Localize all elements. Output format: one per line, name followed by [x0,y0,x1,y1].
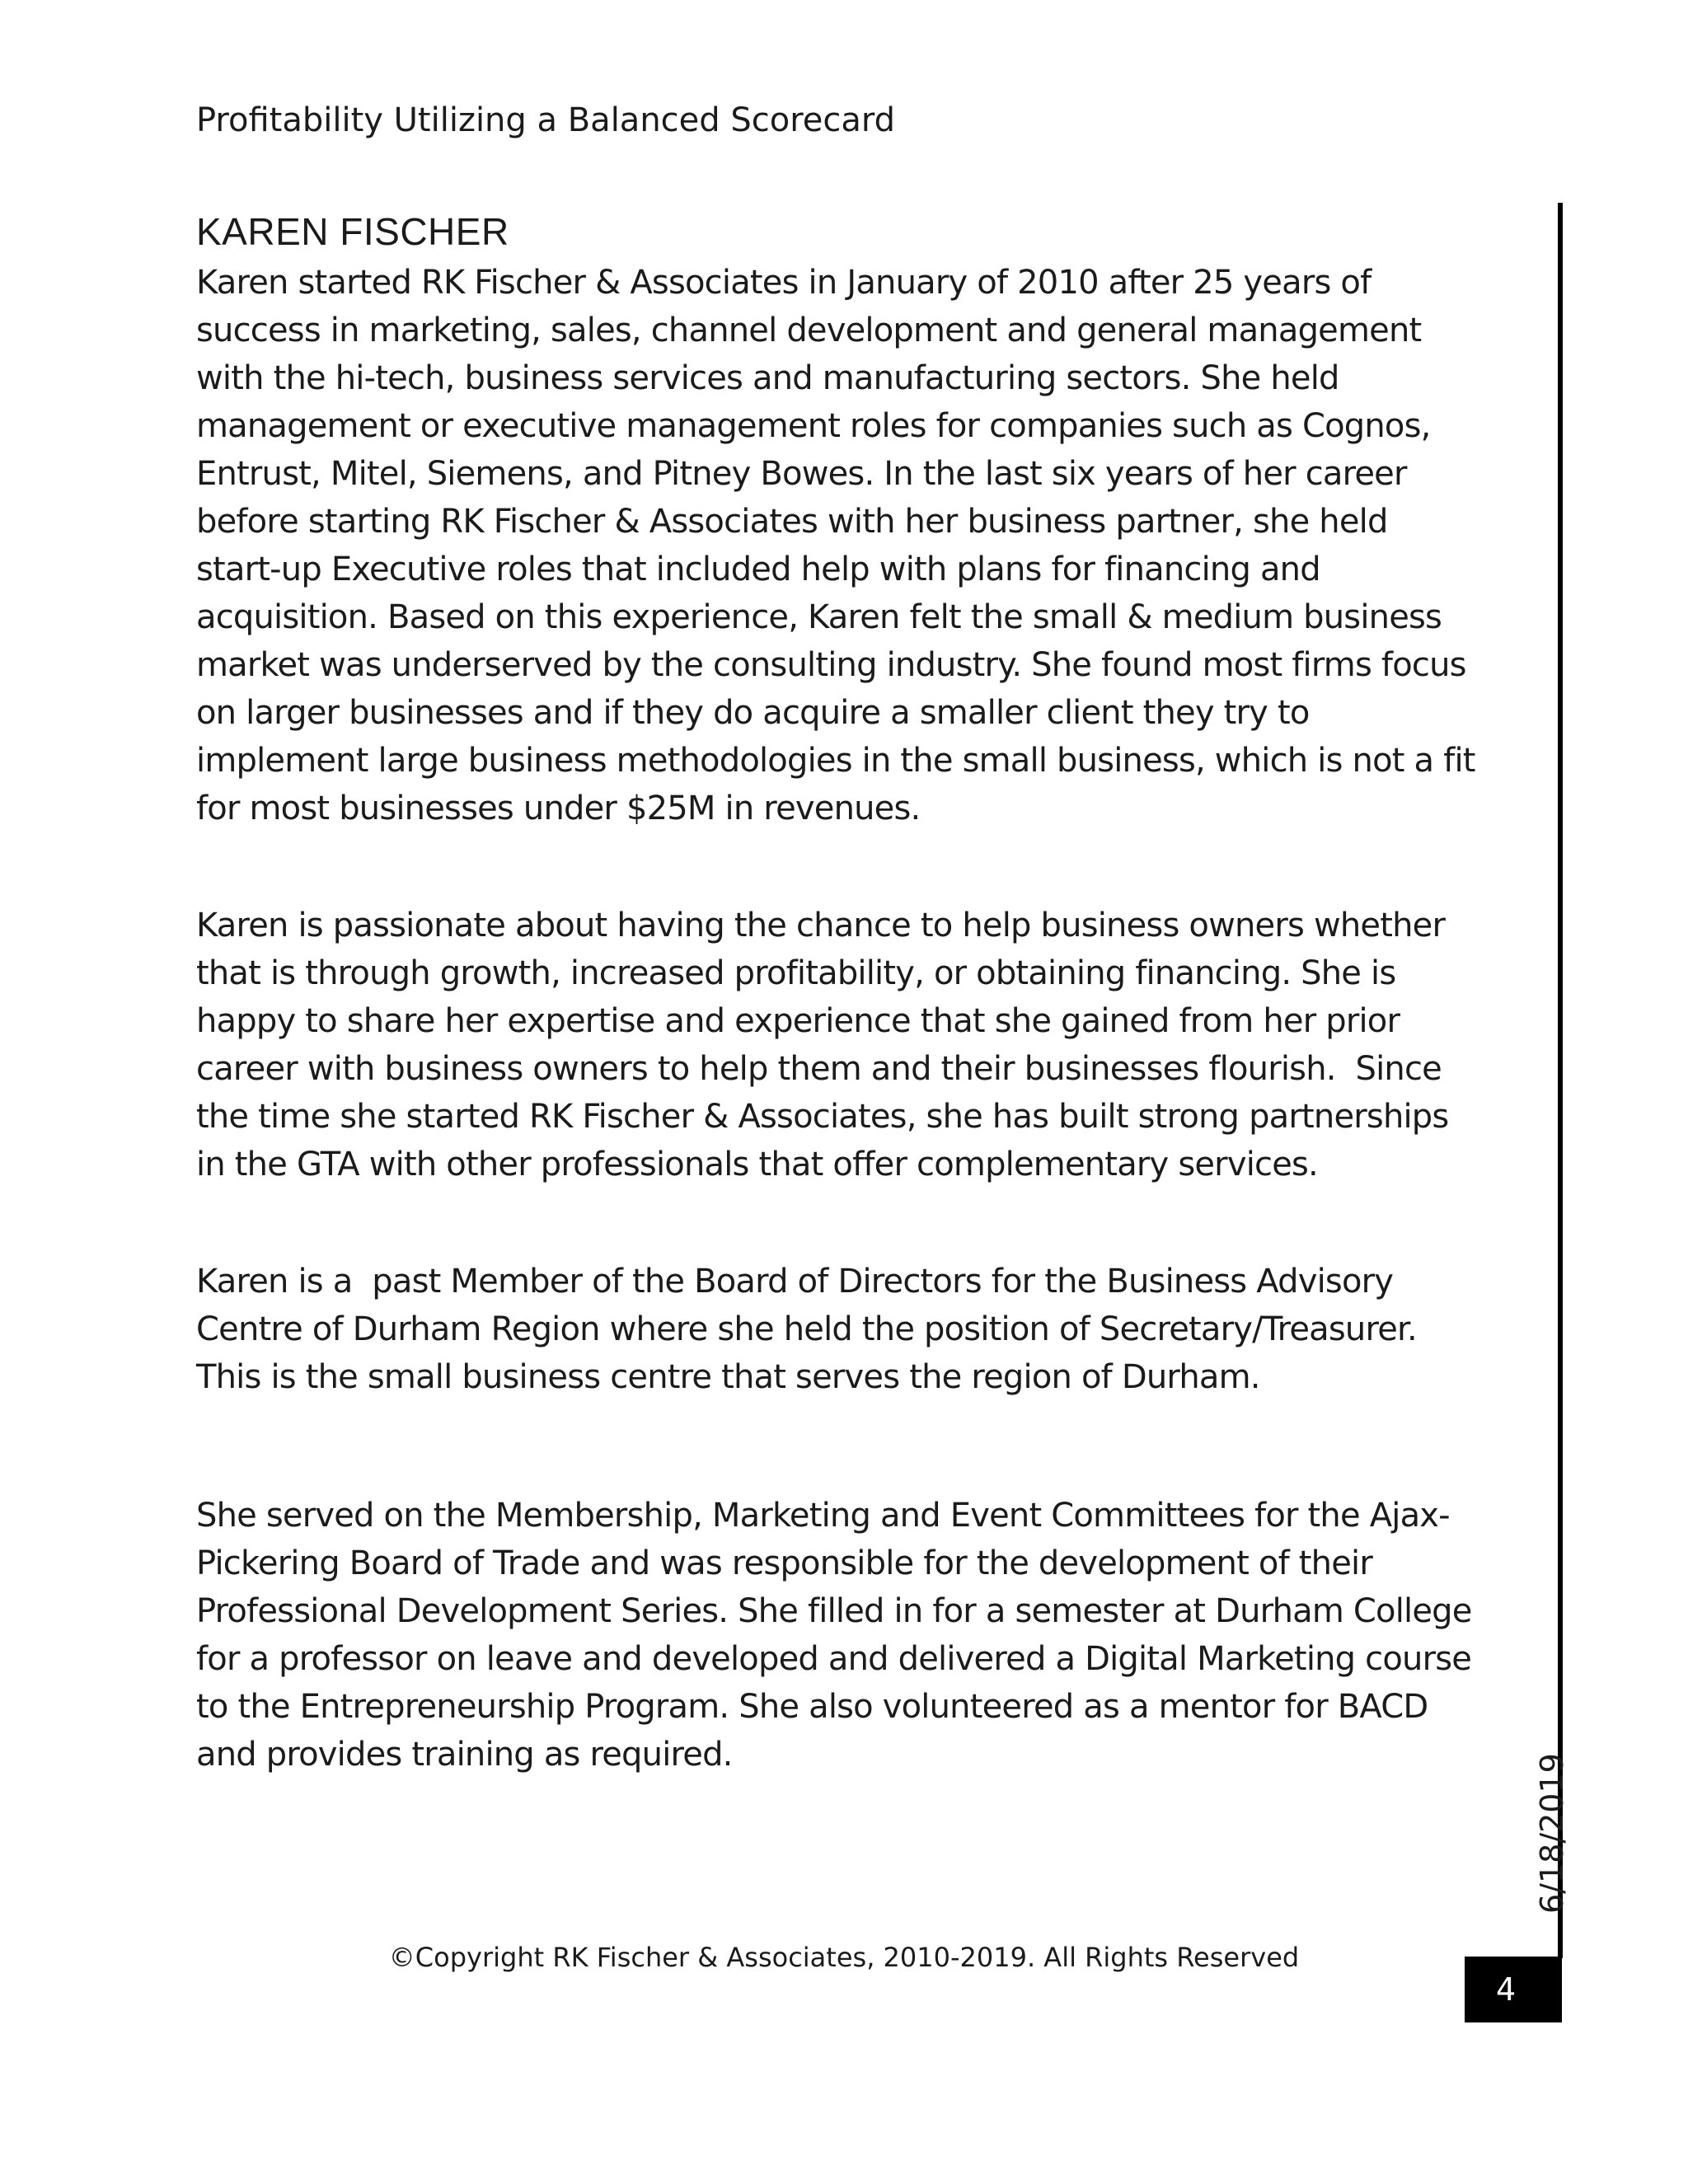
bio-section [196,204,1485,1779]
bio-paragraph: Karen is passionate about having the chance to help business owners whether that is through growth, increased profitability, or obtaining financing. She is happy to share her expertise and experience that she gained from her prior career with business owners to help them and their businesses flourish. Since the time she started RK Fischer & Associates, she has built strong partnerships in the GTA with other professionals that offer complementary services. [196,907,1459,1183]
copyright-notice: ©Copyright RK Fischer & Associates, 2010-2019. All Rights Reserved [388,1942,1300,1973]
paragraph-spacer [196,1401,1482,1492]
date-stamp: 6/18/2019 [1534,1753,1570,1914]
paragraph-spacer [196,1188,1482,1258]
bio-paragraph: Karen started RK Fischer & Associates in January of 2010 after 25 years of success in marketing, sales, channel development and general management with the hi-tech, business services and manufacturing sectors. She held management or executive management roles for companies such as Cognos, Entrust, Mitel, Siemens, and Pitney Bowes. In the last six years of her career before starting RK Fischer & Associates with her business partner, she held start-up Executive roles that included help with plans for financing and acquisition. Based on this experience, Karen felt the small & medium business market was underserved by the consulting industry. She found most firms focus on larger businesses and if they do acquire a smaller client they try to implement large business methodologies in the small business, which is not a fit for most businesses under $25M in revenues. [196,264,1485,827]
page-number: 4 [1465,1957,1562,2022]
paragraph-spacer [196,832,1482,902]
right-margin-rule [1558,203,1563,1958]
person-name: KAREN FISCHER [196,210,509,253]
bio-paragraph: Karen is a past Member of the Board of Directors for the Business Advisory Centre of Durham Region where she held the position of Secretary/Treasurer. This is the small business centre that serves the region of Durham. [196,1263,1427,1396]
page-header-title: Profitability Utilizing a Balanced Scorecard [196,101,896,139]
bio-paragraph: She served on the Membership, Marketing and Event Committees for the Ajax-Pickering Board of Trade and was responsible for the development of their Professional Development Series. She filled in for a semester at Durham College for a professor on leave and developed and delivered a Digital Marketing course to the Entrepreneurship Program. She also volunteered as a mentor for BACD and provides training as required. [196,1497,1482,1774]
